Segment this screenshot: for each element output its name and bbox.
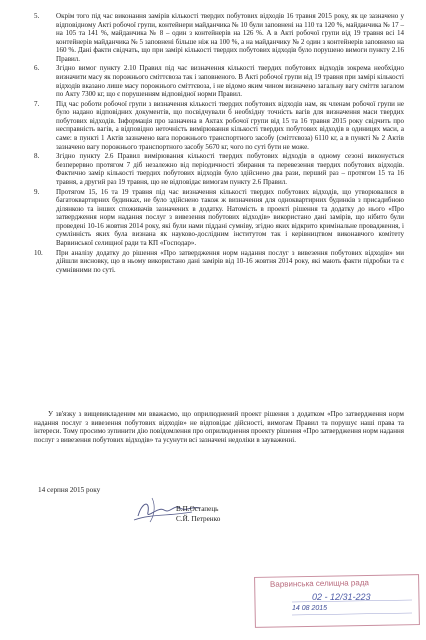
stamp-reg-date: 14 08 2015 [292, 605, 328, 612]
stamp-reg-number: 02 - 12/31-223 [312, 592, 371, 602]
item-text: Згідно вимог пункту 2.10 Правил під час визначення кількості твердих побутових відходів зокрема необхідно визначити масу як порожнього сміттєвоза так і заповненого. В Акті робочої групи від 19 травня при замірі кількості відходів вказано лише масу порожнього сміттєвоза, і не відомо яким чином визначено загальну вагу сміття загалом по Акту 7300 кг, що є порушенням відповідної норми Правил. [56, 64, 404, 99]
item-text: Окрім того під час виконання замірів кількості твердих побутових відходів 16 травня 2015 року, як це зазначено у відповідному Акті робочої групи, контейнери майданчика № 10 були заповнені на 110 та 120 %, майданчика № 17 – на 105 та 141 %, майданчика № 8 – один з контейнерів на 126 %. А в Акті робочої групи від 19 травня всі 14 контейнерів майданчика № 5 заповнені більше ніж на 100 %, а на майданчику № 2 один з контейнерів заповнено на 160 %. Дані факти свідчать, що при замірі кількості твердих побутових відходів було порушено вимоги пункту 2.16 Правил. [56, 12, 404, 63]
list-item [34, 188, 404, 248]
item-number: 9. [34, 187, 40, 196]
item-number: 5. [34, 12, 40, 20]
list-item [34, 249, 404, 275]
item-number: 6. [34, 64, 40, 73]
list-item [34, 64, 404, 98]
signer-name: В.П.Остапець [176, 505, 219, 513]
signers-block [176, 505, 220, 524]
numbered-list [34, 12, 404, 276]
stamp-org-name: Варвинська селищна рада [269, 578, 369, 589]
item-number: 8. [34, 152, 40, 161]
list-item [34, 12, 404, 63]
document-date: 14 серпня 2015 року [38, 486, 101, 494]
item-number: 10. [34, 248, 43, 257]
item-text: Згідно пункту 2.6 Правил вимірювання кількості твердих побутових відходів в одному сезоні виконується безперервно протягом 7 діб незалежно від періодичності збирання та перевезення твердих побутових відходів. Фактично замір кількості твердих побутових відходів було здійснено два рази, перший раз – протягом 15 та 16 травня, а другий раз 19 травня, що не відповідає вимогам пункту 2.6 Правил. [56, 152, 404, 186]
item-number: 7. [34, 99, 40, 108]
signer-name: С.Й. Петренко [176, 514, 221, 523]
conclusion-paragraph: У зв'язку з вищевикладеним ми вважаємо, що оприлюднений проект рішення з додатком «Про затвердження норм надання послуг з вивезення побутових відходів» не відповідає дійсності, вимогам Правил та порушує наші права та інтереси. Тому просимо зупинити дію повідомлення про оприлюднення проекту рішення «Про затвердження норм надання послуг з вивезення побутових відходів» та усунути всі зазначені недоліки в зауваженні. [34, 410, 404, 444]
list-item [34, 152, 404, 186]
list-item [34, 100, 404, 151]
item-text: Протягом 15, 16 та 19 травня під час визначення кількості твердих побутових відходів, що утворювалися в багатоквартирних будинках, не було здійснено також ж визначення для одноквартирних будинків з присадибною ділянкою та інших споживачів зазначених в додатку. Натомість в проекті рішення та додатку до нього «Про затвердження норм надання послуг з вивезення побутових відходів» використано дані замірів, що нібито були проведені 10-16 жовтня 2014 року, які були нами піддані сумніву, згідно яких відкрито кримінальне провадження, і сумлінність яких була визнана як науково-дослідним інститутом так і керівництвом виконавчого комітету Варвинської селищної ради та КП «Господар». [56, 187, 404, 247]
item-text: Під час роботи робочої групи з визначення кількості твердих побутових відходів нам, як членам робочої групи не було надано відповідних документів, що посвідчували б необхідну точність вагів для визначення маси твердих побутових відходів. Інформація про зазначена в Актах робочої групи від 15 та 16 травня 2015 року свідчить про несправність вагів, а відповідно неточність вимірювання кількості твердих побутових відходів в одиницях маси, а саме: в пункті 1 Актів зазначено вага порожнього транспортного засобу (сміттєвоза) 6110 кг, а в пункті № 2 Актів зазначено вагу порожнього транспортного засобу 5670 кг, чого по суті бути не може. [56, 99, 404, 151]
item-text: При аналізу додатку до рішення «Про затвердження норм надання послуг з вивезення побутових відходів» ми дійшли висновку, що в ньому використано дані замірів від 10-16 жовтня 2014 року, які мають факти підробки та є сумнівними по суті. [56, 248, 404, 274]
